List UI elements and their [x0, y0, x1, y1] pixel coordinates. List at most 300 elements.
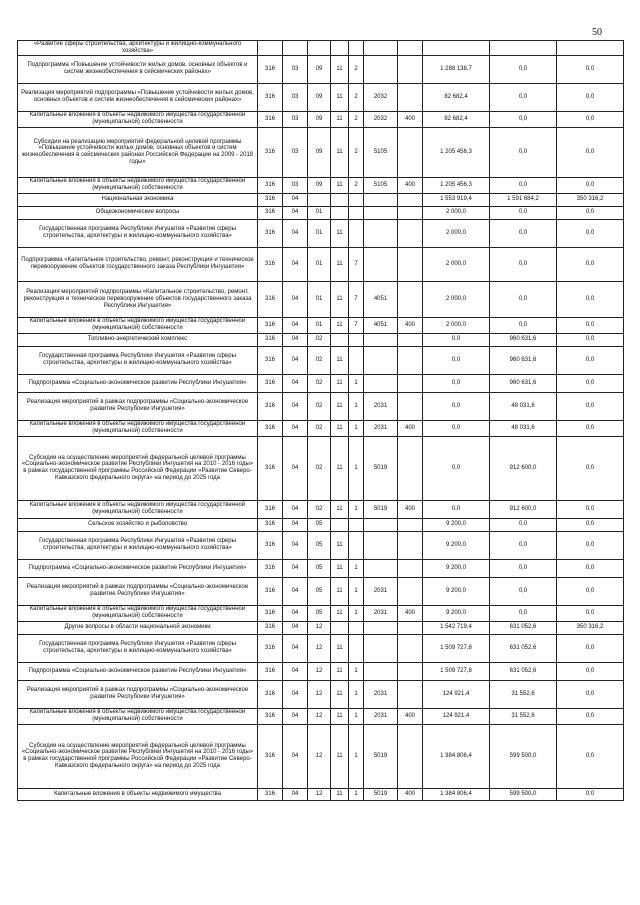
amount-year2-cell [490, 41, 557, 56]
section-code-cell: 04 [283, 247, 308, 281]
expense-type-code-cell [398, 724, 423, 788]
subsection-code-cell: 01 [308, 247, 331, 281]
amount-year2-cell: 631 052,6 [490, 621, 557, 634]
amount-year2-cell: 0,0 [490, 559, 557, 577]
amount-year1-cell: 2 000,0 [423, 317, 490, 333]
expense-type-code-cell [398, 531, 423, 559]
subsection-code-cell: 02 [308, 500, 331, 518]
subprogram-code-cell: 2 [349, 177, 364, 193]
subprogram-code-cell: 7 [349, 247, 364, 281]
row-name: Капитальные вложения в объекты недвижимого имущества государственной (муниципальной) собственности [18, 111, 258, 127]
ministry-code-cell: 316 [258, 531, 283, 559]
amount-year1-cell: 1 205 456,3 [423, 127, 490, 177]
amount-year1-cell: 1 542 719,4 [423, 621, 490, 634]
section-code-cell: 04 [283, 420, 308, 436]
section-code-cell: 04 [283, 531, 308, 559]
subprogram-code-cell: 1 [349, 680, 364, 708]
section-code-cell: 04 [283, 724, 308, 788]
amount-year3-cell: 0,0 [557, 55, 624, 83]
row-name: Подпрограмма «Капитальное строительство, ремонт, реконструкция и техническое перевооружение объектов государственного заказа Республики Ингушетия» [18, 247, 258, 281]
section-code-cell: 04 [283, 436, 308, 500]
program-code-cell [331, 621, 349, 634]
subprogram-code-cell: 1 [349, 708, 364, 724]
amount-year3-cell: 0,0 [557, 724, 624, 788]
section-code-cell: 04 [283, 219, 308, 247]
subsection-code-cell: 02 [308, 420, 331, 436]
amount-year1-cell: 9 200,0 [423, 605, 490, 621]
amount-year3-cell: 0,0 [557, 346, 624, 374]
subprogram-code-cell: 7 [349, 317, 364, 333]
budget-table [17, 40, 624, 801]
subprogram-code-cell [349, 219, 364, 247]
row-name: «Развитие сферы строительства, архитектуры и жилищно-коммунального хозяйства» [18, 41, 258, 56]
subprogram-code-cell [349, 193, 364, 206]
expense-type-code-cell [398, 83, 423, 111]
table-row [18, 420, 624, 436]
program-code-cell: 11 [331, 55, 349, 83]
amount-year1-cell: 0,0 [423, 500, 490, 518]
subsection-code-cell: 12 [308, 680, 331, 708]
row-name: Капитальные вложения в объекты недвижимого имущества государственной (муниципальной) собственности [18, 177, 258, 193]
amount-year2-cell: 31 552,6 [490, 680, 557, 708]
expense-type-code-cell [398, 559, 423, 577]
ministry-code-cell: 316 [258, 634, 283, 662]
ministry-code-cell: 316 [258, 662, 283, 680]
program-code-cell: 11 [331, 577, 349, 605]
target-code-cell [364, 559, 398, 577]
expense-type-code-cell: 400 [398, 788, 423, 800]
target-code-cell [364, 518, 398, 531]
amount-year1-cell: 1 509 727,8 [423, 662, 490, 680]
subprogram-code-cell: 1 [349, 724, 364, 788]
amount-year3-cell: 0,0 [557, 680, 624, 708]
table-row [18, 662, 624, 680]
amount-year1-cell: 82 682,4 [423, 83, 490, 111]
target-code-cell: 5019 [364, 724, 398, 788]
table-row [18, 374, 624, 392]
program-code-cell: 11 [331, 662, 349, 680]
target-code-cell: 2032 [364, 111, 398, 127]
target-code-cell [364, 219, 398, 247]
row-name: Подпрограмма «Социально-экономическое развитие Республики Ингушетия» [18, 559, 258, 577]
table-row [18, 247, 624, 281]
target-code-cell [364, 247, 398, 281]
program-code-cell [331, 206, 349, 219]
program-code-cell [331, 41, 349, 56]
ministry-code-cell: 316 [258, 518, 283, 531]
target-code-cell: 2031 [364, 680, 398, 708]
ministry-code-cell: 316 [258, 708, 283, 724]
target-code-cell [364, 531, 398, 559]
target-code-cell [364, 662, 398, 680]
row-name: Капитальные вложения в объекты недвижимого имущества государственной (муниципальной) собственности [18, 420, 258, 436]
expense-type-code-cell [398, 662, 423, 680]
target-code-cell: 2031 [364, 708, 398, 724]
target-code-cell [364, 193, 398, 206]
expense-type-code-cell [398, 577, 423, 605]
row-name: Подпрограмма «Социально-экономическое развитие Республики Ингушетия» [18, 374, 258, 392]
section-code-cell: 04 [283, 605, 308, 621]
subsection-code-cell: 01 [308, 317, 331, 333]
amount-year2-cell: 912 600,0 [490, 436, 557, 500]
row-name: Государственная программа Республики Ингушетия «Развитие сферы строительства, архитектуры и жилищно-коммунального хозяйства» [18, 219, 258, 247]
subsection-code-cell: 02 [308, 392, 331, 420]
expense-type-code-cell [398, 392, 423, 420]
page-number: 50 [592, 27, 602, 38]
program-code-cell: 11 [331, 724, 349, 788]
subsection-code-cell: 12 [308, 788, 331, 800]
subsection-code-cell: 01 [308, 219, 331, 247]
target-code-cell: 5019 [364, 500, 398, 518]
program-code-cell: 11 [331, 605, 349, 621]
ministry-code-cell: 316 [258, 559, 283, 577]
section-code-cell: 04 [283, 559, 308, 577]
subprogram-code-cell: 2 [349, 83, 364, 111]
ministry-code-cell: 316 [258, 177, 283, 193]
subprogram-code-cell [349, 346, 364, 374]
row-name: Государственная программа Республики Ингушетия «Развитие сферы строительства, архитектуры и жилищно-коммунального хозяйства» [18, 346, 258, 374]
amount-year1-cell [423, 41, 490, 56]
amount-year2-cell: 31 552,6 [490, 708, 557, 724]
table-row [18, 193, 624, 206]
program-code-cell: 11 [331, 177, 349, 193]
subprogram-code-cell [349, 518, 364, 531]
subsection-code-cell [308, 41, 331, 56]
subprogram-code-cell [349, 41, 364, 56]
amount-year1-cell: 0,0 [423, 392, 490, 420]
amount-year3-cell: 0,0 [557, 177, 624, 193]
row-name: Другие вопросы в области национальной экономики [18, 621, 258, 634]
subprogram-code-cell: 1 [349, 559, 364, 577]
section-code-cell: 04 [283, 193, 308, 206]
program-code-cell: 11 [331, 708, 349, 724]
subsection-code-cell: 02 [308, 374, 331, 392]
ministry-code-cell: 316 [258, 281, 283, 317]
table-row [18, 317, 624, 333]
ministry-code-cell: 316 [258, 500, 283, 518]
expense-type-code-cell [398, 55, 423, 83]
expense-type-code-cell: 400 [398, 177, 423, 193]
table-row [18, 436, 624, 500]
section-code-cell: 03 [283, 177, 308, 193]
target-code-cell [364, 346, 398, 374]
table-row [18, 621, 624, 634]
amount-year1-cell: 2 000,0 [423, 206, 490, 219]
ministry-code-cell: 316 [258, 333, 283, 346]
section-code-cell: 04 [283, 680, 308, 708]
amount-year3-cell: 0,0 [557, 111, 624, 127]
expense-type-code-cell [398, 518, 423, 531]
subprogram-code-cell: 1 [349, 436, 364, 500]
target-code-cell: 5019 [364, 788, 398, 800]
ministry-code-cell: 316 [258, 111, 283, 127]
ministry-code-cell: 316 [258, 346, 283, 374]
amount-year2-cell: 1 591 684,2 [490, 193, 557, 206]
table-row [18, 634, 624, 662]
ministry-code-cell: 316 [258, 680, 283, 708]
table-row [18, 392, 624, 420]
amount-year1-cell: 1 384 806,4 [423, 788, 490, 800]
subsection-code-cell: 01 [308, 281, 331, 317]
amount-year2-cell: 912 600,0 [490, 500, 557, 518]
amount-year2-cell: 0,0 [490, 219, 557, 247]
row-name: Топливно-энергетический комплекс [18, 333, 258, 346]
program-code-cell [331, 193, 349, 206]
ministry-code-cell: 316 [258, 55, 283, 83]
table-row [18, 577, 624, 605]
expense-type-code-cell: 400 [398, 420, 423, 436]
budget-table-body [18, 41, 624, 801]
program-code-cell: 11 [331, 392, 349, 420]
table-row [18, 206, 624, 219]
ministry-code-cell: 316 [258, 788, 283, 800]
expense-type-code-cell: 400 [398, 605, 423, 621]
amount-year3-cell: 0,0 [557, 708, 624, 724]
subprogram-code-cell: 1 [349, 374, 364, 392]
amount-year2-cell: 960 631,6 [490, 374, 557, 392]
row-name: Субсидии на осуществление мероприятий федеральной целевой программы «Социально-экономическое развитие Республики Ингушетия на 2010 - 2016 годы» в рамках государственной программы Российской Федерации «Развитие Северо-Кавказского федерального округа» на период до 2025 года [18, 436, 258, 500]
amount-year3-cell: 0,0 [557, 420, 624, 436]
table-row [18, 219, 624, 247]
amount-year1-cell: 1 288 138,7 [423, 55, 490, 83]
amount-year1-cell: 9 200,0 [423, 577, 490, 605]
section-code-cell: 03 [283, 83, 308, 111]
subsection-code-cell: 09 [308, 111, 331, 127]
expense-type-code-cell [398, 41, 423, 56]
subsection-code-cell: 01 [308, 206, 331, 219]
amount-year1-cell: 0,0 [423, 420, 490, 436]
amount-year1-cell: 0,0 [423, 333, 490, 346]
table-row [18, 333, 624, 346]
ministry-code-cell: 316 [258, 621, 283, 634]
section-code-cell: 04 [283, 577, 308, 605]
row-name: Сельское хозяйство и рыболовство [18, 518, 258, 531]
expense-type-code-cell [398, 247, 423, 281]
subprogram-code-cell: 1 [349, 392, 364, 420]
subsection-code-cell: 02 [308, 333, 331, 346]
target-code-cell: 2031 [364, 605, 398, 621]
amount-year1-cell: 9 200,0 [423, 531, 490, 559]
amount-year2-cell: 0,0 [490, 577, 557, 605]
subprogram-code-cell: 1 [349, 605, 364, 621]
program-code-cell: 11 [331, 788, 349, 800]
section-code-cell: 04 [283, 788, 308, 800]
row-name: Реализация мероприятий в рамках подпрограммы «Социально-экономическое развитие Республики Ингушетия» [18, 392, 258, 420]
ministry-code-cell: 316 [258, 724, 283, 788]
amount-year3-cell: 0,0 [557, 662, 624, 680]
table-row [18, 127, 624, 177]
amount-year2-cell: 48 031,6 [490, 392, 557, 420]
amount-year3-cell: 0,0 [557, 206, 624, 219]
program-code-cell: 11 [331, 346, 349, 374]
amount-year3-cell: 0,0 [557, 281, 624, 317]
subprogram-code-cell [349, 333, 364, 346]
section-code-cell: 04 [283, 708, 308, 724]
row-name: Государственная программа Республики Ингушетия «Развитие сферы строительства, архитектуры и жилищно-коммунального хозяйства» [18, 531, 258, 559]
amount-year3-cell: 0,0 [557, 317, 624, 333]
row-name: Субсидии на реализацию мероприятий федеральной целевой программы «Повышение устойчивости жилых домов, основных объектов и систем жизнеобеспечения в сейсмических районах Российской Федерации на 2009 - 2018 годы» [18, 127, 258, 177]
subsection-code-cell: 05 [308, 559, 331, 577]
amount-year3-cell: 0,0 [557, 531, 624, 559]
target-code-cell: 2031 [364, 577, 398, 605]
subsection-code-cell: 12 [308, 621, 331, 634]
program-code-cell: 11 [331, 127, 349, 177]
amount-year3-cell: 0,0 [557, 219, 624, 247]
ministry-code-cell: 316 [258, 374, 283, 392]
amount-year3-cell: 350 316,2 [557, 621, 624, 634]
amount-year3-cell: 0,0 [557, 127, 624, 177]
program-code-cell: 11 [331, 281, 349, 317]
subsection-code-cell: 12 [308, 634, 331, 662]
row-name: Капитальные вложения в объекты недвижимого имущества государственной (муниципальной) собственности [18, 317, 258, 333]
subsection-code-cell: 12 [308, 662, 331, 680]
expense-type-code-cell [398, 680, 423, 708]
target-code-cell [364, 41, 398, 56]
amount-year1-cell: 2 000,0 [423, 247, 490, 281]
subsection-code-cell: 05 [308, 605, 331, 621]
subsection-code-cell: 05 [308, 531, 331, 559]
subsection-code-cell: 05 [308, 577, 331, 605]
ministry-code-cell: 316 [258, 605, 283, 621]
subsection-code-cell: 12 [308, 708, 331, 724]
program-code-cell: 11 [331, 247, 349, 281]
amount-year2-cell: 0,0 [490, 317, 557, 333]
program-code-cell: 11 [331, 83, 349, 111]
subprogram-code-cell: 2 [349, 111, 364, 127]
subprogram-code-cell: 1 [349, 788, 364, 800]
row-name: Капитальные вложения в объекты недвижимого имущества государственной (муниципальной) собственности [18, 500, 258, 518]
amount-year3-cell: 0,0 [557, 500, 624, 518]
section-code-cell: 04 [283, 518, 308, 531]
amount-year1-cell: 82 682,4 [423, 111, 490, 127]
table-row [18, 680, 624, 708]
amount-year2-cell: 599 500,0 [490, 724, 557, 788]
amount-year1-cell: 2 000,0 [423, 281, 490, 317]
section-code-cell: 04 [283, 346, 308, 374]
amount-year1-cell: 0,0 [423, 374, 490, 392]
section-code-cell: 03 [283, 111, 308, 127]
ministry-code-cell: 316 [258, 577, 283, 605]
subsection-code-cell: 09 [308, 177, 331, 193]
expense-type-code-cell [398, 333, 423, 346]
section-code-cell: 04 [283, 634, 308, 662]
subprogram-code-cell: 1 [349, 662, 364, 680]
ministry-code-cell: 316 [258, 247, 283, 281]
expense-type-code-cell: 400 [398, 500, 423, 518]
ministry-code-cell: 316 [258, 193, 283, 206]
program-code-cell: 11 [331, 374, 349, 392]
target-code-cell: 4051 [364, 317, 398, 333]
target-code-cell [364, 634, 398, 662]
subsection-code-cell: 02 [308, 346, 331, 374]
expense-type-code-cell [398, 219, 423, 247]
amount-year3-cell: 0,0 [557, 436, 624, 500]
ministry-code-cell: 316 [258, 420, 283, 436]
table-row [18, 788, 624, 800]
expense-type-code-cell: 400 [398, 708, 423, 724]
table-row [18, 55, 624, 83]
expense-type-code-cell [398, 281, 423, 317]
amount-year2-cell: 0,0 [490, 531, 557, 559]
expense-type-code-cell [398, 436, 423, 500]
row-name: Подпрограмма «Социально-экономическое развитие Республики Ингушетия» [18, 662, 258, 680]
subprogram-code-cell [349, 531, 364, 559]
program-code-cell: 11 [331, 436, 349, 500]
amount-year1-cell: 1 553 919,4 [423, 193, 490, 206]
table-row [18, 559, 624, 577]
amount-year3-cell: 0,0 [557, 247, 624, 281]
amount-year3-cell: 0,0 [557, 577, 624, 605]
target-code-cell: 2031 [364, 420, 398, 436]
subprogram-code-cell: 1 [349, 577, 364, 605]
amount-year3-cell: 0,0 [557, 634, 624, 662]
ministry-code-cell: 316 [258, 206, 283, 219]
amount-year1-cell: 1 509 727,8 [423, 634, 490, 662]
ministry-code-cell: 316 [258, 219, 283, 247]
amount-year3-cell: 0,0 [557, 83, 624, 111]
subprogram-code-cell: 1 [349, 420, 364, 436]
amount-year2-cell: 0,0 [490, 281, 557, 317]
ministry-code-cell: 316 [258, 392, 283, 420]
amount-year2-cell: 0,0 [490, 111, 557, 127]
program-code-cell: 11 [331, 111, 349, 127]
section-code-cell: 04 [283, 374, 308, 392]
program-code-cell: 11 [331, 500, 349, 518]
subprogram-code-cell [349, 206, 364, 219]
amount-year2-cell: 0,0 [490, 247, 557, 281]
amount-year1-cell: 2 000,0 [423, 219, 490, 247]
amount-year2-cell: 48 031,6 [490, 420, 557, 436]
table-row [18, 281, 624, 317]
amount-year2-cell: 960 631,6 [490, 333, 557, 346]
row-name: Капитальные вложения в объекты недвижимого имущества [18, 788, 258, 800]
expense-type-code-cell [398, 193, 423, 206]
target-code-cell: 2031 [364, 392, 398, 420]
ministry-code-cell: 316 [258, 127, 283, 177]
amount-year3-cell: 0,0 [557, 333, 624, 346]
table-row [18, 111, 624, 127]
table-row [18, 724, 624, 788]
row-name: Национальная экономика [18, 193, 258, 206]
section-code-cell: 04 [283, 317, 308, 333]
ministry-code-cell: 316 [258, 436, 283, 500]
table-row [18, 605, 624, 621]
expense-type-code-cell [398, 621, 423, 634]
row-name: Общеэкономические вопросы [18, 206, 258, 219]
expense-type-code-cell [398, 206, 423, 219]
target-code-cell [364, 55, 398, 83]
section-code-cell: 04 [283, 500, 308, 518]
amount-year2-cell: 0,0 [490, 55, 557, 83]
target-code-cell: 5105 [364, 127, 398, 177]
amount-year1-cell: 9 200,0 [423, 518, 490, 531]
row-name: Реализация мероприятий в рамках подпрограммы «Социально-экономическое развитие Республики Ингушетия» [18, 680, 258, 708]
amount-year1-cell: 9 200,0 [423, 559, 490, 577]
table-row [18, 518, 624, 531]
table-row [18, 531, 624, 559]
expense-type-code-cell [398, 346, 423, 374]
amount-year2-cell: 631 052,6 [490, 634, 557, 662]
program-code-cell: 11 [331, 634, 349, 662]
target-code-cell: 2032 [364, 83, 398, 111]
subprogram-code-cell: 1 [349, 500, 364, 518]
target-code-cell [364, 333, 398, 346]
amount-year2-cell: 0,0 [490, 177, 557, 193]
amount-year2-cell: 0,0 [490, 518, 557, 531]
expense-type-code-cell [398, 374, 423, 392]
amount-year1-cell: 124 921,4 [423, 708, 490, 724]
amount-year2-cell: 0,0 [490, 206, 557, 219]
